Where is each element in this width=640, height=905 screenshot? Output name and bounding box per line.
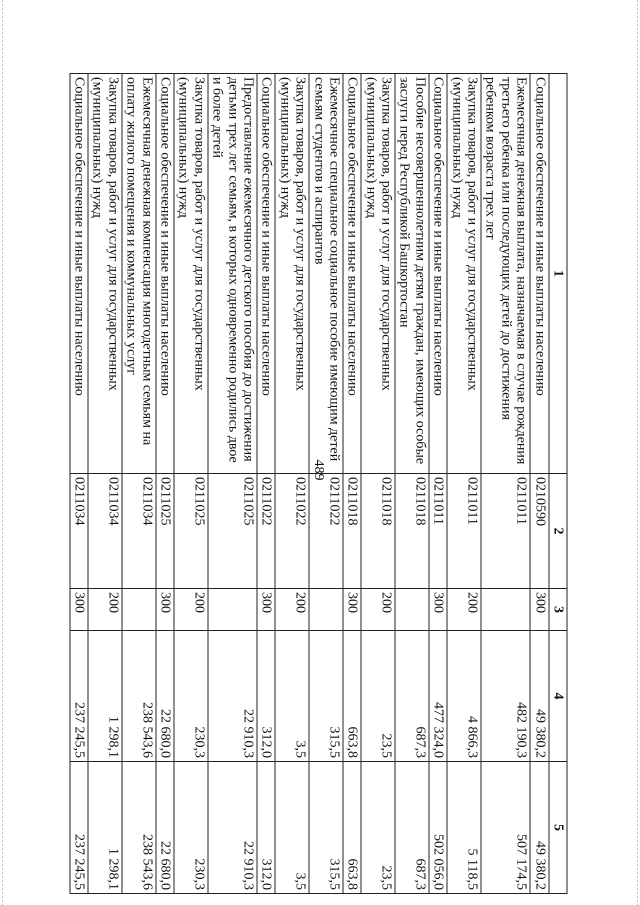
row-code-cell: 0211034 <box>88 474 122 589</box>
row-name-cell: Пособие несовершеннолетним детям граждан, имеющих особые заслуги перед Республикой Башкортостан <box>395 74 429 474</box>
row-value-col4-cell: 23,5 <box>361 631 395 762</box>
row-value-col5-cell: 312,0 <box>257 762 275 894</box>
row-name-cell: Ежемесячная денежная компенсация многодетным семьям на оплату жилого помещения и коммунальных услуг <box>122 74 156 474</box>
row-value-col4-cell: 22 680,0 <box>156 631 174 762</box>
row-value-col5-cell: 502 056,0 <box>429 762 447 894</box>
table-row <box>257 74 275 894</box>
row-code-cell: 0211025 <box>156 474 174 589</box>
row-code-cell: 0211025 <box>174 474 208 589</box>
header-col-1: 1 <box>549 74 567 474</box>
table-row <box>395 74 429 894</box>
page-edge-right <box>637 0 638 905</box>
row-value-col5-cell: 22 910,3 <box>208 762 257 894</box>
table-row <box>70 74 88 894</box>
header-col-5: 5 <box>549 762 567 894</box>
row-type-cell <box>208 589 257 631</box>
table-row <box>88 74 122 894</box>
header-row <box>549 74 567 894</box>
row-type-cell: 300 <box>530 589 548 631</box>
row-name-cell: Ежемесячное специальное социальное пособие имеющим детей семьям студентов и аспирантов <box>309 74 343 474</box>
row-type-cell: 200 <box>88 589 122 631</box>
row-code-cell: 0211011 <box>429 474 447 589</box>
row-value-col5-cell: 238 543,6 <box>122 762 156 894</box>
row-name-cell: Социальное обеспечение и иные выплаты населению <box>429 74 447 474</box>
row-type-cell <box>481 589 530 631</box>
row-code-cell: 0211011 <box>481 474 530 589</box>
table-row <box>122 74 156 894</box>
header-col-4: 4 <box>549 631 567 762</box>
header-col-3: 3 <box>549 589 567 631</box>
row-name-cell: Социальное обеспечение и иные выплаты населению <box>156 74 174 474</box>
page-edge-left <box>2 0 3 905</box>
row-type-cell: 200 <box>275 589 309 631</box>
row-value-col4-cell: 3,5 <box>275 631 309 762</box>
row-name-cell: Социальное обеспечение и иные выплаты населению <box>257 74 275 474</box>
row-value-col4-cell: 482 190,3 <box>481 631 530 762</box>
table-row <box>208 74 257 894</box>
row-code-cell: 0211034 <box>122 474 156 589</box>
row-name-cell: Социальное обеспечение и иные выплаты населению <box>70 74 88 474</box>
row-value-col5-cell: 49 380,2 <box>530 762 548 894</box>
row-value-col4-cell: 1 298,1 <box>88 631 122 762</box>
header-col-2: 2 <box>549 474 567 589</box>
table-row <box>447 74 481 894</box>
row-value-col4-cell: 49 380,2 <box>530 631 548 762</box>
row-value-col5-cell: 663,8 <box>343 762 361 894</box>
row-code-cell: 0211022 <box>257 474 275 589</box>
row-type-cell: 300 <box>156 589 174 631</box>
row-type-cell <box>122 589 156 631</box>
row-type-cell: 300 <box>257 589 275 631</box>
table-row <box>530 74 548 894</box>
row-code-cell: 0210590 <box>530 474 548 589</box>
row-type-cell: 300 <box>70 589 88 631</box>
row-code-cell: 0211025 <box>208 474 257 589</box>
row-type-cell: 200 <box>361 589 395 631</box>
rotated-table-container <box>73 73 568 893</box>
row-value-col5-cell: 22 680,0 <box>156 762 174 894</box>
row-value-col5-cell: 315,5 <box>309 762 343 894</box>
row-value-col5-cell: 1 298,1 <box>88 762 122 894</box>
row-value-col4-cell: 230,3 <box>174 631 208 762</box>
row-value-col5-cell: 3,5 <box>275 762 309 894</box>
row-value-col4-cell: 238 543,6 <box>122 631 156 762</box>
table-row <box>481 74 530 894</box>
table-row <box>361 74 395 894</box>
row-code-cell: 0211022 <box>275 474 309 589</box>
table-row <box>156 74 174 894</box>
row-type-cell <box>309 589 343 631</box>
row-code-cell: 0211034 <box>70 474 88 589</box>
page-number: 489 <box>311 459 326 481</box>
row-code-cell: 0211011 <box>447 474 481 589</box>
row-value-col4-cell: 477 324,0 <box>429 631 447 762</box>
row-value-col4-cell: 312,0 <box>257 631 275 762</box>
row-name-cell: Закупка товаров, работ и услуг для государственных (муниципальных) нужд <box>88 74 122 474</box>
row-name-cell: Закупка товаров, работ и услуг для государственных (муниципальных) нужд <box>174 74 208 474</box>
row-code-cell: 0211018 <box>395 474 429 589</box>
row-value-col4-cell: 663,8 <box>343 631 361 762</box>
table-row <box>174 74 208 894</box>
table-row <box>275 74 309 894</box>
table-row <box>309 74 343 894</box>
row-type-cell: 200 <box>174 589 208 631</box>
table-row <box>343 74 361 894</box>
row-value-col4-cell: 237 245,5 <box>70 631 88 762</box>
row-value-col5-cell: 507 174,5 <box>481 762 530 894</box>
row-value-col4-cell: 22 910,3 <box>208 631 257 762</box>
row-name-cell: Ежемесячная денежная выплата, назначаемая в случае рождения третьего ребенка или последующих детей до достижения ребенком возраста трех лет <box>481 74 530 474</box>
row-type-cell: 300 <box>429 589 447 631</box>
table-row <box>429 74 447 894</box>
row-type-cell <box>395 589 429 631</box>
row-value-col5-cell: 687,3 <box>395 762 429 894</box>
row-code-cell: 0211022 <box>309 474 343 589</box>
budget-table <box>69 73 567 894</box>
row-value-col4-cell: 315,5 <box>309 631 343 762</box>
row-name-cell: Социальное обеспечение и иные выплаты населению <box>530 74 548 474</box>
row-code-cell: 0211018 <box>343 474 361 589</box>
row-type-cell: 300 <box>343 589 361 631</box>
row-value-col4-cell: 4 866,3 <box>447 631 481 762</box>
row-name-cell: Социальное обеспечение и иные выплаты населению <box>343 74 361 474</box>
row-name-cell: Закупка товаров, работ и услуг для государственных (муниципальных) нужд <box>275 74 309 474</box>
row-type-cell: 200 <box>447 589 481 631</box>
row-code-cell: 0211018 <box>361 474 395 589</box>
row-value-col5-cell: 237 245,5 <box>70 762 88 894</box>
row-name-cell: Закупка товаров, работ и услуг для государственных (муниципальных) нужд <box>361 74 395 474</box>
row-name-cell: Закупка товаров, работ и услуг для государственных (муниципальных) нужд <box>447 74 481 474</box>
row-value-col5-cell: 5 118,5 <box>447 762 481 894</box>
row-value-col5-cell: 23,5 <box>361 762 395 894</box>
row-name-cell: Предоставление ежемесячного детского пособия до достижения детьми трех лет семьям, в которых одновременно родились двое и более детей <box>208 74 257 474</box>
row-value-col4-cell: 687,3 <box>395 631 429 762</box>
row-value-col5-cell: 230,3 <box>174 762 208 894</box>
